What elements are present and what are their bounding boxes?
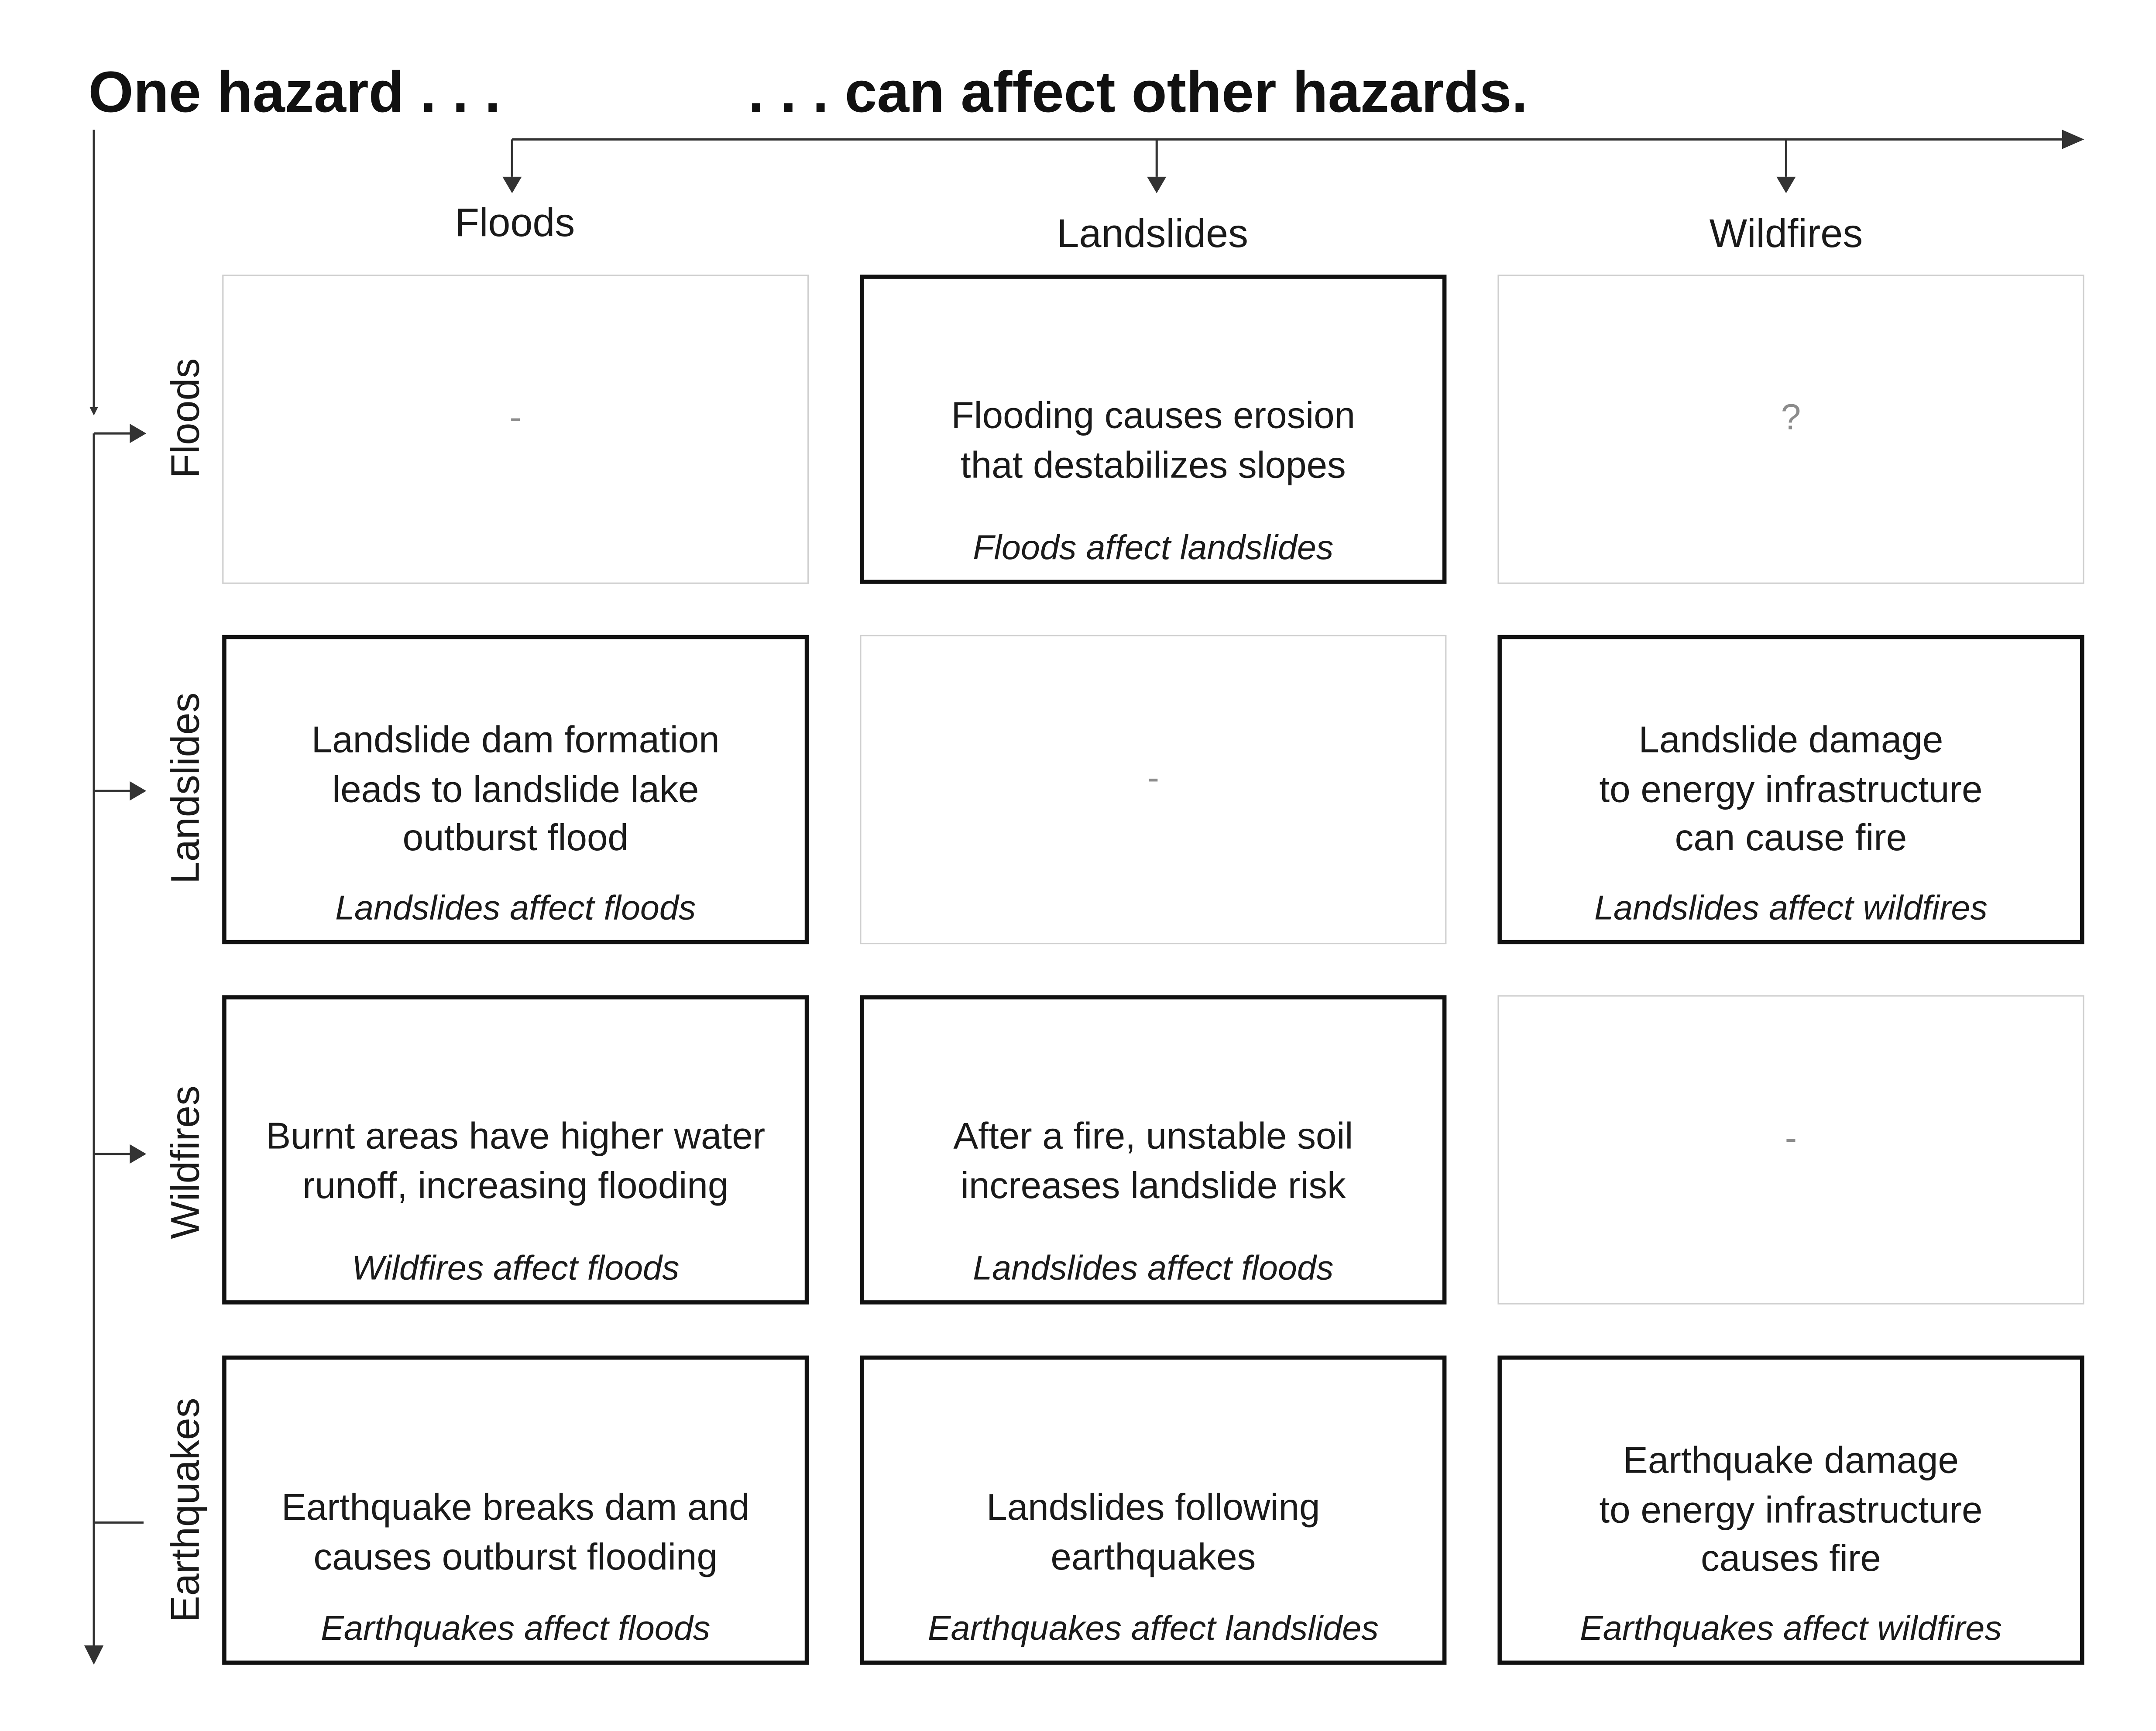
cell-landslides-wildfires [1497, 635, 2084, 944]
cell-caption: Landslides affect wildfires [1594, 889, 1988, 928]
cell-earthquakes-wildfires [1497, 1356, 2084, 1665]
arrowhead-row-wildfires [130, 1144, 146, 1164]
arrowhead-right [2062, 130, 2084, 149]
cell-caption: Landslides affect floods [973, 1249, 1334, 1288]
row-header-landslides: Landslides [164, 692, 209, 884]
cell-description: Landslide damage to energy infrastructure can cause fire [1599, 719, 1983, 859]
arrowhead-bottom-down [84, 1645, 103, 1665]
title-affect-other-hazards: . . . can affect other hazards. [748, 59, 1528, 124]
cell-landslides-landslides [860, 635, 1446, 944]
arrowhead-row-floods [130, 424, 146, 443]
cell-floods-wildfires [1497, 275, 2084, 584]
row-header-wildfires: Wildfires [164, 1085, 209, 1239]
cell-wildfires-floods [222, 995, 809, 1304]
cell-description: Burnt areas have higher water runoff, increasing flooding [266, 1115, 766, 1206]
cell-caption: Earthquakes affect floods [321, 1609, 711, 1649]
cell-floods-landslides [860, 275, 1446, 584]
cell-placeholder: - [1147, 756, 1160, 798]
cell-placeholder: ? [1781, 396, 1801, 438]
cell-description: Earthquake damage to energy infrastructure causes fire [1599, 1439, 1983, 1580]
column-header-floods: Floods [454, 201, 575, 246]
cell-description: Landslides following earthquakes [986, 1487, 1320, 1577]
cell-description: Flooding causes erosion that destabilizes slopes [951, 395, 1356, 485]
cell-floods-floods [222, 275, 809, 584]
cell-earthquakes-landslides [860, 1356, 1446, 1665]
cell-placeholder: - [509, 396, 522, 438]
arrowhead-landslides-down [1147, 177, 1166, 193]
row-header-earthquakes: Earthquakes [164, 1398, 209, 1623]
cell-caption: Wildfires affect floods [351, 1249, 680, 1288]
cell-description: After a fire, unstable soil increases landslide risk [953, 1115, 1353, 1206]
cell-caption: Landslides affect floods [335, 889, 696, 928]
cell-landslides-floods [222, 635, 809, 944]
arrowhead-wildfires-down [1776, 177, 1796, 193]
cell-description: Earthquake breaks dam and causes outburst flooding [281, 1487, 750, 1577]
column-header-landslides: Landslides [1057, 213, 1249, 257]
cell-caption: Earthquakes affect landslides [927, 1609, 1379, 1649]
arrowhead-floods-down [502, 177, 522, 193]
column-header-wildfires: Wildfires [1709, 213, 1863, 257]
cell-earthquakes-floods [222, 1356, 809, 1665]
cell-wildfires-landslides [860, 995, 1446, 1304]
arrowhead-top-down [90, 407, 98, 416]
cell-wildfires-wildfires [1497, 995, 2084, 1304]
cell-placeholder: - [1785, 1116, 1797, 1158]
cell-caption: Earthquakes affect wildfires [1580, 1609, 2002, 1649]
cell-caption: Floods affect landslides [973, 529, 1334, 567]
title-one-hazard: One hazard . . . [88, 59, 501, 124]
row-header-floods: Floods [164, 358, 209, 478]
arrowhead-row-landslides [130, 781, 146, 800]
cell-description: Landslide dam formation leads to landslide lake outburst flood [311, 719, 720, 859]
